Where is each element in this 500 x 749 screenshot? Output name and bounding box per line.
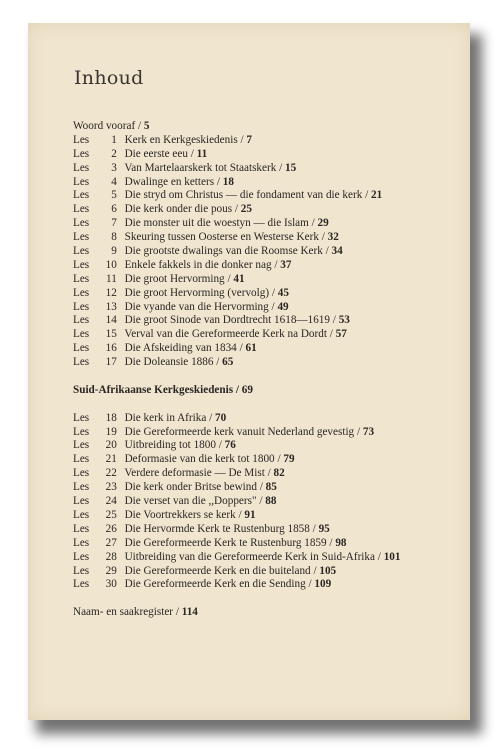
lesson-label: Les [73, 564, 90, 577]
lesson-label: Les [73, 272, 90, 285]
lesson-title: Die monster uit die woestyn — die Islam [124, 217, 309, 230]
lesson-page-number: 101 [383, 550, 401, 563]
toc-lesson-row [73, 495, 468, 509]
lesson-number: 27 [105, 536, 117, 549]
lesson-number: 10 [105, 258, 117, 271]
toc-lesson-row [73, 162, 468, 176]
toc-separator: / [271, 300, 275, 313]
lesson-label: Les [73, 217, 90, 230]
lesson-number: 18 [105, 411, 117, 424]
lesson-label: Les [73, 175, 90, 188]
lesson-page-number: 65 [222, 356, 234, 369]
toc-intro-page: 5 [143, 120, 150, 132]
lesson-page-number: 85 [265, 481, 277, 494]
toc-separator: / [321, 231, 325, 244]
lesson-number: 9 [111, 245, 117, 258]
toc-lesson-row [73, 356, 468, 370]
spacer [73, 592, 468, 606]
lesson-title: Die grootste dwalings van die Roomse Kerk [124, 245, 323, 258]
lesson-number: 3 [111, 161, 117, 174]
toc-lesson-row [73, 245, 468, 259]
lesson-label: Les [73, 578, 90, 591]
lesson-title: Enkele fakkels in die donker nag [124, 258, 272, 271]
lesson-page-number: 57 [335, 328, 347, 341]
lesson-number: 19 [105, 425, 117, 438]
section-heading-page: 69 [241, 383, 253, 396]
toc-lesson-row [73, 314, 468, 328]
lesson-title: Die groot Sinode van Dordtrecht 1618—1619 [124, 314, 330, 327]
toc-separator: / [259, 495, 263, 508]
toc-separator: / [240, 133, 244, 146]
toc-separator: / [356, 425, 361, 438]
lesson-label: Les [73, 356, 90, 369]
lesson-number: 7 [111, 217, 117, 230]
lesson-number: 15 [105, 328, 117, 341]
lesson-label: Les [73, 342, 90, 355]
lesson-page-number: 79 [283, 453, 295, 466]
toc-lesson-row [73, 176, 468, 190]
lesson-label: Les [73, 189, 90, 202]
lesson-title: Die kerk onder Britse bewind [124, 481, 257, 494]
toc-lesson-row [73, 426, 468, 440]
toc-separator: / [190, 147, 194, 160]
lesson-page-number: 18 [222, 175, 234, 188]
lesson-page-number: 95 [318, 522, 330, 535]
lesson-title: Kerk en Kerkgeskiedenis [124, 133, 238, 146]
lesson-number: 14 [105, 314, 117, 327]
toc-separator: / [218, 439, 222, 452]
toc-lesson-row [73, 481, 468, 495]
toc-lesson-row [73, 523, 468, 537]
lesson-number: 28 [105, 550, 117, 563]
lesson-label: Les [73, 439, 90, 452]
lesson-page-number: 105 [319, 564, 337, 577]
toc-separator: / [365, 189, 369, 202]
lesson-number: 26 [105, 522, 117, 535]
lessons-part-two [73, 412, 468, 593]
lesson-title: Die Gereformeerde Kerk te Rustenburg 1859 [124, 536, 327, 549]
lesson-title: Die Voortrekkers se kerk [124, 508, 236, 521]
section-heading-text: Suid-Afrikaanse Kerkgeskiedenis [73, 383, 234, 396]
lesson-label: Les [73, 411, 90, 424]
lesson-number: 20 [105, 439, 117, 452]
lesson-label: Les [73, 300, 90, 313]
lesson-number: 1 [111, 133, 117, 146]
toc-separator: / [209, 411, 213, 424]
lesson-number: 8 [111, 231, 117, 244]
lesson-number: 13 [105, 300, 117, 313]
toc-lesson-row [73, 217, 468, 231]
lesson-page-number: 45 [277, 286, 289, 299]
lesson-number: 5 [111, 189, 117, 202]
lesson-page-number: 32 [327, 231, 339, 244]
lesson-page-number: 15 [285, 161, 297, 174]
lesson-number: 21 [105, 453, 117, 466]
lesson-label: Les [73, 203, 90, 216]
lesson-page-number: 7 [246, 133, 252, 146]
toc-separator: / [311, 217, 315, 230]
toc-lesson-row [73, 231, 468, 245]
lesson-label: Les [73, 508, 90, 521]
toc-register-text: Naam- en saakregister [73, 606, 174, 619]
lesson-title: Die kerk onder die pous [124, 203, 233, 216]
toc-lesson-row [73, 189, 468, 203]
lesson-label: Les [73, 231, 90, 244]
lesson-page-number: 82 [273, 467, 285, 480]
lesson-label: Les [73, 328, 90, 341]
spacer [73, 370, 468, 384]
toc-separator: / [238, 508, 242, 521]
lesson-number: 30 [105, 578, 117, 591]
lesson-label: Les [73, 467, 90, 480]
toc-separator: / [377, 550, 381, 563]
toc-separator: / [279, 161, 283, 174]
lesson-page-number: 109 [314, 578, 332, 591]
toc-separator: / [234, 203, 238, 216]
toc-separator: / [267, 467, 271, 480]
lesson-title: Die Gereformeerde Kerk en die Sending [124, 578, 306, 591]
lessons-part-one [73, 134, 468, 370]
lesson-label: Les [73, 550, 90, 563]
lesson-label: Les [73, 258, 90, 271]
lesson-number: 29 [105, 564, 117, 577]
lesson-number: 4 [111, 175, 117, 188]
toc-lesson-row [73, 551, 468, 565]
lesson-page-number: 88 [265, 495, 277, 508]
lesson-page-number: 21 [371, 189, 383, 202]
lesson-number: 2 [111, 147, 117, 160]
toc-section-heading [73, 384, 468, 398]
lesson-number: 6 [111, 203, 117, 216]
toc-lesson-row [73, 328, 468, 342]
toc-lesson-row [73, 203, 468, 217]
lesson-title: Die Afskeiding van 1834 [124, 342, 237, 355]
lesson-title: Die Hervormde Kerk te Rustenburg 1858 [124, 522, 310, 535]
lesson-title: Die groot Hervorming [124, 272, 225, 285]
lesson-title: Die verset van die ,,Doppers" [124, 495, 257, 508]
lesson-label: Les [73, 453, 90, 466]
toc-intro-text: Woord vooraf [73, 120, 136, 132]
toc-lesson-row [73, 565, 468, 579]
lesson-label: Les [73, 286, 90, 299]
lesson-number: 11 [106, 272, 117, 285]
toc-lesson-row [73, 342, 468, 356]
toc-separator: / [312, 522, 316, 535]
toc-lesson-row [73, 412, 468, 426]
lesson-page-number: 41 [233, 272, 245, 285]
toc-separator: / [313, 564, 317, 577]
toc-lesson-row [73, 301, 468, 315]
toc-register [73, 606, 468, 620]
spacer [73, 398, 468, 412]
toc-lesson-row [73, 578, 468, 592]
toc-lesson-row [73, 148, 468, 162]
lesson-label: Les [73, 495, 90, 508]
toc-separator: / [235, 383, 239, 396]
toc-separator: / [216, 356, 220, 369]
lesson-number: 23 [105, 481, 117, 494]
toc-register-page: 114 [181, 606, 198, 619]
lesson-number: 17 [105, 356, 117, 369]
toc-lesson-row [73, 537, 468, 551]
lesson-label: Les [73, 425, 90, 438]
lesson-page-number: 49 [277, 300, 289, 313]
lesson-title: Deformasie van die kerk tot 1800 [124, 453, 275, 466]
lesson-label: Les [73, 161, 90, 174]
lesson-title: Van Martelaarskerk tot Staatskerk [124, 161, 277, 174]
lesson-label: Les [73, 536, 90, 549]
lesson-title: Die kerk in Afrika [124, 411, 207, 424]
lesson-label: Les [73, 481, 90, 494]
page-title: Inhoud [74, 67, 144, 89]
toc-separator: / [329, 328, 333, 341]
toc-lesson-row [73, 273, 468, 287]
lesson-title: Uitbreiding tot 1800 [124, 439, 216, 452]
lesson-label: Les [73, 522, 90, 535]
lesson-page-number: 25 [240, 203, 252, 216]
lesson-page-number: 98 [335, 536, 347, 549]
toc-lesson-row [73, 439, 468, 453]
lesson-title: Die Gereformeerde kerk vanuit Nederland gevestig [124, 425, 355, 438]
toc-separator: / [216, 175, 220, 188]
book-page [28, 23, 470, 720]
lesson-title: Die Doleansie 1886 [124, 356, 214, 369]
lesson-number: 24 [105, 495, 117, 508]
lesson-title: Die Gereformeerde Kerk en die buiteland [124, 564, 311, 577]
toc-separator: / [271, 286, 275, 299]
lesson-page-number: 11 [196, 147, 208, 160]
lesson-number: 25 [105, 508, 117, 521]
lesson-title: Dwalinge en ketters [124, 175, 215, 188]
toc-separator: / [274, 258, 278, 271]
toc-separator: / [277, 453, 281, 466]
lesson-label: Les [73, 147, 90, 160]
lesson-title: Skeuring tussen Oosterse en Westerse Kerk [124, 231, 319, 244]
toc-lesson-row [73, 467, 468, 481]
toc-separator: / [175, 606, 179, 619]
lesson-number: 16 [105, 342, 117, 355]
lesson-number: 12 [105, 286, 117, 299]
lesson-title: Die eerste eeu [124, 147, 188, 160]
lesson-label: Les [73, 133, 90, 146]
lesson-page-number: 70 [215, 411, 227, 424]
toc-separator: / [137, 120, 142, 132]
toc-separator: / [332, 314, 336, 327]
lesson-title: Die vyande van die Hervorming [124, 300, 269, 313]
table-of-contents [73, 120, 468, 620]
lesson-page-number: 61 [245, 342, 257, 355]
lesson-number: 22 [105, 467, 117, 480]
lesson-page-number: 91 [244, 508, 256, 521]
toc-lesson-row [73, 453, 468, 467]
lesson-page-number: 37 [280, 258, 292, 271]
lesson-label: Les [73, 314, 90, 327]
toc-separator: / [325, 245, 329, 258]
toc-lesson-row [73, 287, 468, 301]
lesson-page-number: 73 [362, 425, 375, 438]
lesson-page-number: 76 [224, 439, 236, 452]
lesson-label: Les [73, 245, 90, 258]
toc-separator: / [308, 578, 312, 591]
toc-lesson-row [73, 259, 468, 273]
lesson-title: Verval van die Gereformeerde Kerk na Dordt [124, 328, 327, 341]
lesson-title: Die groot Hervorming (vervolg) [124, 286, 270, 299]
toc-lesson-row [73, 509, 468, 523]
toc-separator: / [227, 272, 231, 285]
toc-intro [73, 120, 468, 134]
lesson-page-number: 29 [317, 217, 329, 230]
lesson-page-number: 34 [331, 245, 343, 258]
toc-separator: / [239, 342, 243, 355]
lesson-title: Verdere deformasie — De Mist [124, 467, 265, 480]
lesson-title: Die stryd om Christus — die fondament van die kerk [124, 189, 363, 202]
toc-lesson-row [73, 134, 468, 148]
lesson-page-number: 53 [338, 314, 350, 327]
lesson-title: Uitbreiding van die Gereformeerde Kerk in Suid-Afrika [124, 550, 375, 563]
toc-separator: / [329, 536, 333, 549]
toc-separator: / [259, 481, 263, 494]
